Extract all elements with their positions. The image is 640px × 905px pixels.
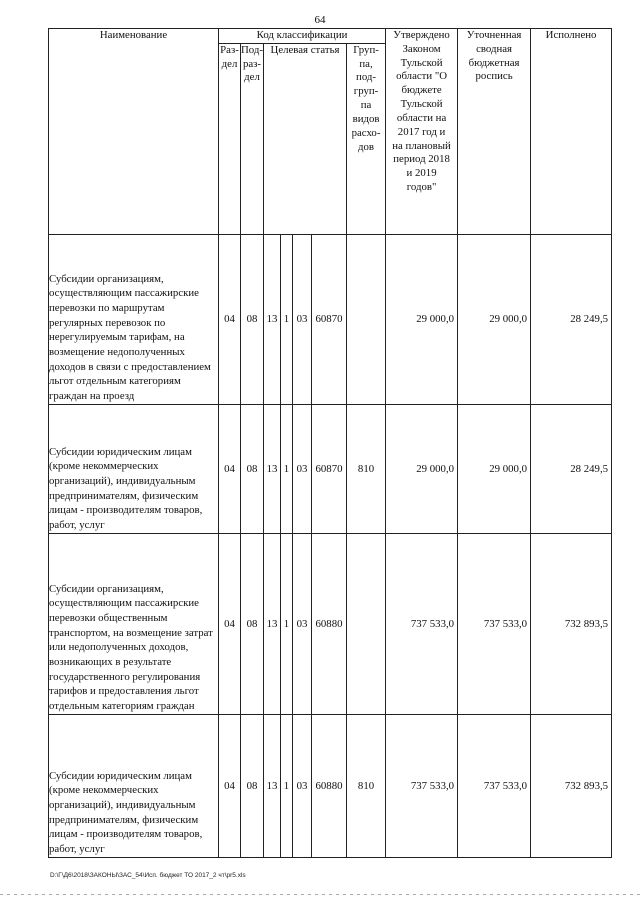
row-executed: 28 249,5	[531, 234, 612, 404]
header-approved: Утверждено Законом Тульской области "О бюджете Тульской области на 2017 год и на плановый период 2018 и 2019 годов"	[386, 29, 458, 235]
row-subsection: 08	[241, 714, 264, 857]
table-row	[49, 714, 612, 857]
header-subsection: Под- раз- дел	[241, 43, 264, 234]
row-name: Субсидии юридическим лицам (кроме некоммерческих организаций), индивидуальным предпринимателям, физическим лицам - производителям товаров, работ, услуг	[49, 404, 219, 533]
row-name: Субсидии юридическим лицам (кроме некоммерческих организаций), индивидуальным предпринимателям, физическим лицам - производителям товаров, работ, услуг	[49, 714, 219, 857]
row-subsection: 08	[241, 234, 264, 404]
header-classification-code: Код классификации	[219, 29, 386, 44]
row-refined: 29 000,0	[458, 404, 531, 533]
row-expense-group: 810	[347, 714, 386, 857]
row-section: 04	[219, 533, 241, 714]
row-subsection: 08	[241, 533, 264, 714]
row-approved: 29 000,0	[386, 234, 458, 404]
row-refined: 29 000,0	[458, 234, 531, 404]
row-target-part2: 1	[281, 234, 293, 404]
header-refined: Уточненная сводная бюджетная роспись	[458, 29, 531, 235]
row-target-part3: 03	[293, 533, 312, 714]
table-row	[49, 234, 612, 404]
row-executed: 732 893,5	[531, 533, 612, 714]
row-subsection: 08	[241, 404, 264, 533]
row-target-part4: 60870	[312, 404, 347, 533]
row-target-part1: 13	[264, 714, 281, 857]
row-name: Субсидии организациям, осуществляющим пассажирские перевозки по маршрутам регулярных перевозок по нерегулируемым тарифам, на возмещение недополученных доходов в связи с предоставлением льгот отдельным категориям граждан на проезд	[49, 234, 219, 404]
row-target-part3: 03	[293, 234, 312, 404]
page-number: 64	[314, 14, 326, 26]
header-section: Раз- дел	[219, 43, 241, 234]
row-section: 04	[219, 234, 241, 404]
row-target-part4: 60880	[312, 533, 347, 714]
row-target-part1: 13	[264, 234, 281, 404]
row-name: Субсидии организациям, осуществляющим пассажирские перевозки общественным транспортом, на возмещение затрат или недополученных доходов, возникающих в результате государственного регулирования тарифов и предоставления льгот отдельным категориям граждан	[49, 533, 219, 714]
row-approved: 29 000,0	[386, 404, 458, 533]
file-path-footer: D:\Г\Д6\2018\ЗАКОНЫ\ЗАС_54\Исп. бюджет ТО 2017_2 чт\pr5.xls	[50, 872, 246, 879]
row-approved: 737 533,0	[386, 714, 458, 857]
header-name: Наименование	[49, 29, 219, 235]
table-row	[49, 404, 612, 533]
row-expense-group: 810	[347, 404, 386, 533]
budget-table	[48, 28, 612, 858]
row-expense-group	[347, 533, 386, 714]
row-target-part4: 60880	[312, 714, 347, 857]
header-expense-group: Груп- па, под- груп- па видов расхо- дов	[347, 43, 386, 234]
row-target-part2: 1	[281, 714, 293, 857]
row-section: 04	[219, 404, 241, 533]
row-target-part1: 13	[264, 533, 281, 714]
row-target-part3: 03	[293, 404, 312, 533]
scan-artifact-line	[0, 894, 640, 895]
row-refined: 737 533,0	[458, 533, 531, 714]
row-target-part2: 1	[281, 533, 293, 714]
row-target-part4: 60870	[312, 234, 347, 404]
row-target-part3: 03	[293, 714, 312, 857]
header-target-article: Целевая статья	[264, 43, 347, 234]
row-section: 04	[219, 714, 241, 857]
row-expense-group	[347, 234, 386, 404]
row-approved: 737 533,0	[386, 533, 458, 714]
table-row	[49, 533, 612, 714]
header-executed: Исполнено	[531, 29, 612, 235]
row-target-part2: 1	[281, 404, 293, 533]
row-target-part1: 13	[264, 404, 281, 533]
row-executed: 28 249,5	[531, 404, 612, 533]
row-refined: 737 533,0	[458, 714, 531, 857]
row-executed: 732 893,5	[531, 714, 612, 857]
